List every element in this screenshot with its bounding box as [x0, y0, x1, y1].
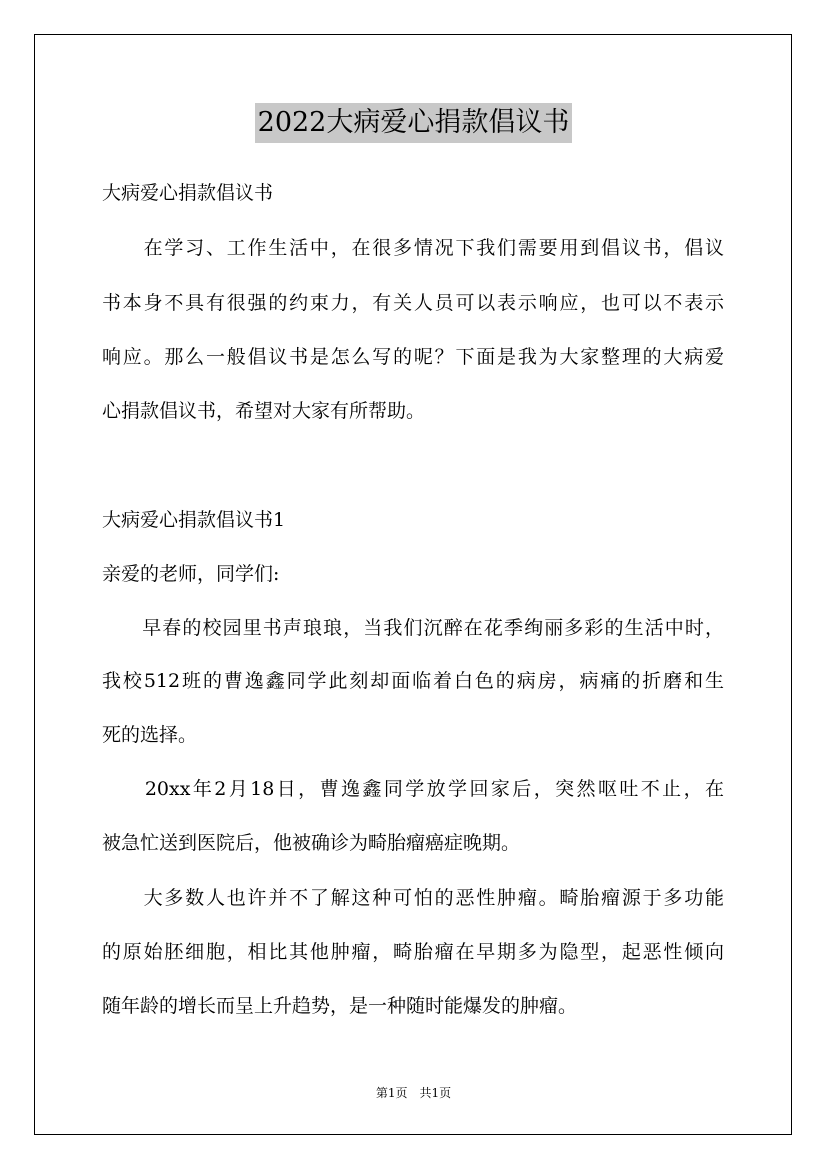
paragraph-line: 在学习、工作生活中，在很多情况下我们需要用到倡议书，倡议: [102, 237, 724, 259]
page-footer: 第1页 共1页: [375, 1086, 452, 1100]
document-title: 2022大病爱心捐款倡议书: [255, 103, 573, 143]
salutation: 亲爱的老师，同学们:: [102, 563, 280, 585]
paragraph-line: 被急忙送到医院后，他被确诊为畸胎瘤癌症晚期。: [102, 832, 521, 854]
paragraph-line: 的原始胚细胞，相比其他肿瘤，畸胎瘤在早期多为隐型，起恶性倾向: [102, 941, 724, 963]
paragraph-line: 响应。那么一般倡议书是怎么写的呢？下面是我为大家整理的大病爱: [102, 346, 724, 368]
paragraph-line: 书本身不具有很强的约束力，有关人员可以表示响应，也可以不表示: [102, 292, 724, 314]
title-wrapper: [0, 103, 827, 143]
section-heading: 大病爱心捐款倡议书1: [102, 509, 286, 531]
paragraph-line: 死的选择。: [102, 724, 198, 746]
section-heading: 大病爱心捐款倡议书: [102, 182, 274, 204]
paragraph-line: 20xx年2月18日，曹逸鑫同学放学回家后，突然呕吐不止，在: [102, 778, 724, 800]
paragraph-line: 心捐款倡议书，希望对大家有所帮助。: [102, 400, 426, 422]
paragraph-line: 随年龄的增长而呈上升趋势，是一种随时能爆发的肿瘤。: [102, 995, 578, 1017]
paragraph-line: 大多数人也许并不了解这种可怕的恶性肿瘤。畸胎瘤源于多功能: [102, 887, 724, 909]
paragraph-line: 早春的校园里书声琅琅，当我们沉醉在花季绚丽多彩的生活中时，: [102, 617, 724, 639]
paragraph-line: 我校512班的曹逸鑫同学此刻却面临着白色的病房，病痛的折磨和生: [102, 670, 724, 692]
